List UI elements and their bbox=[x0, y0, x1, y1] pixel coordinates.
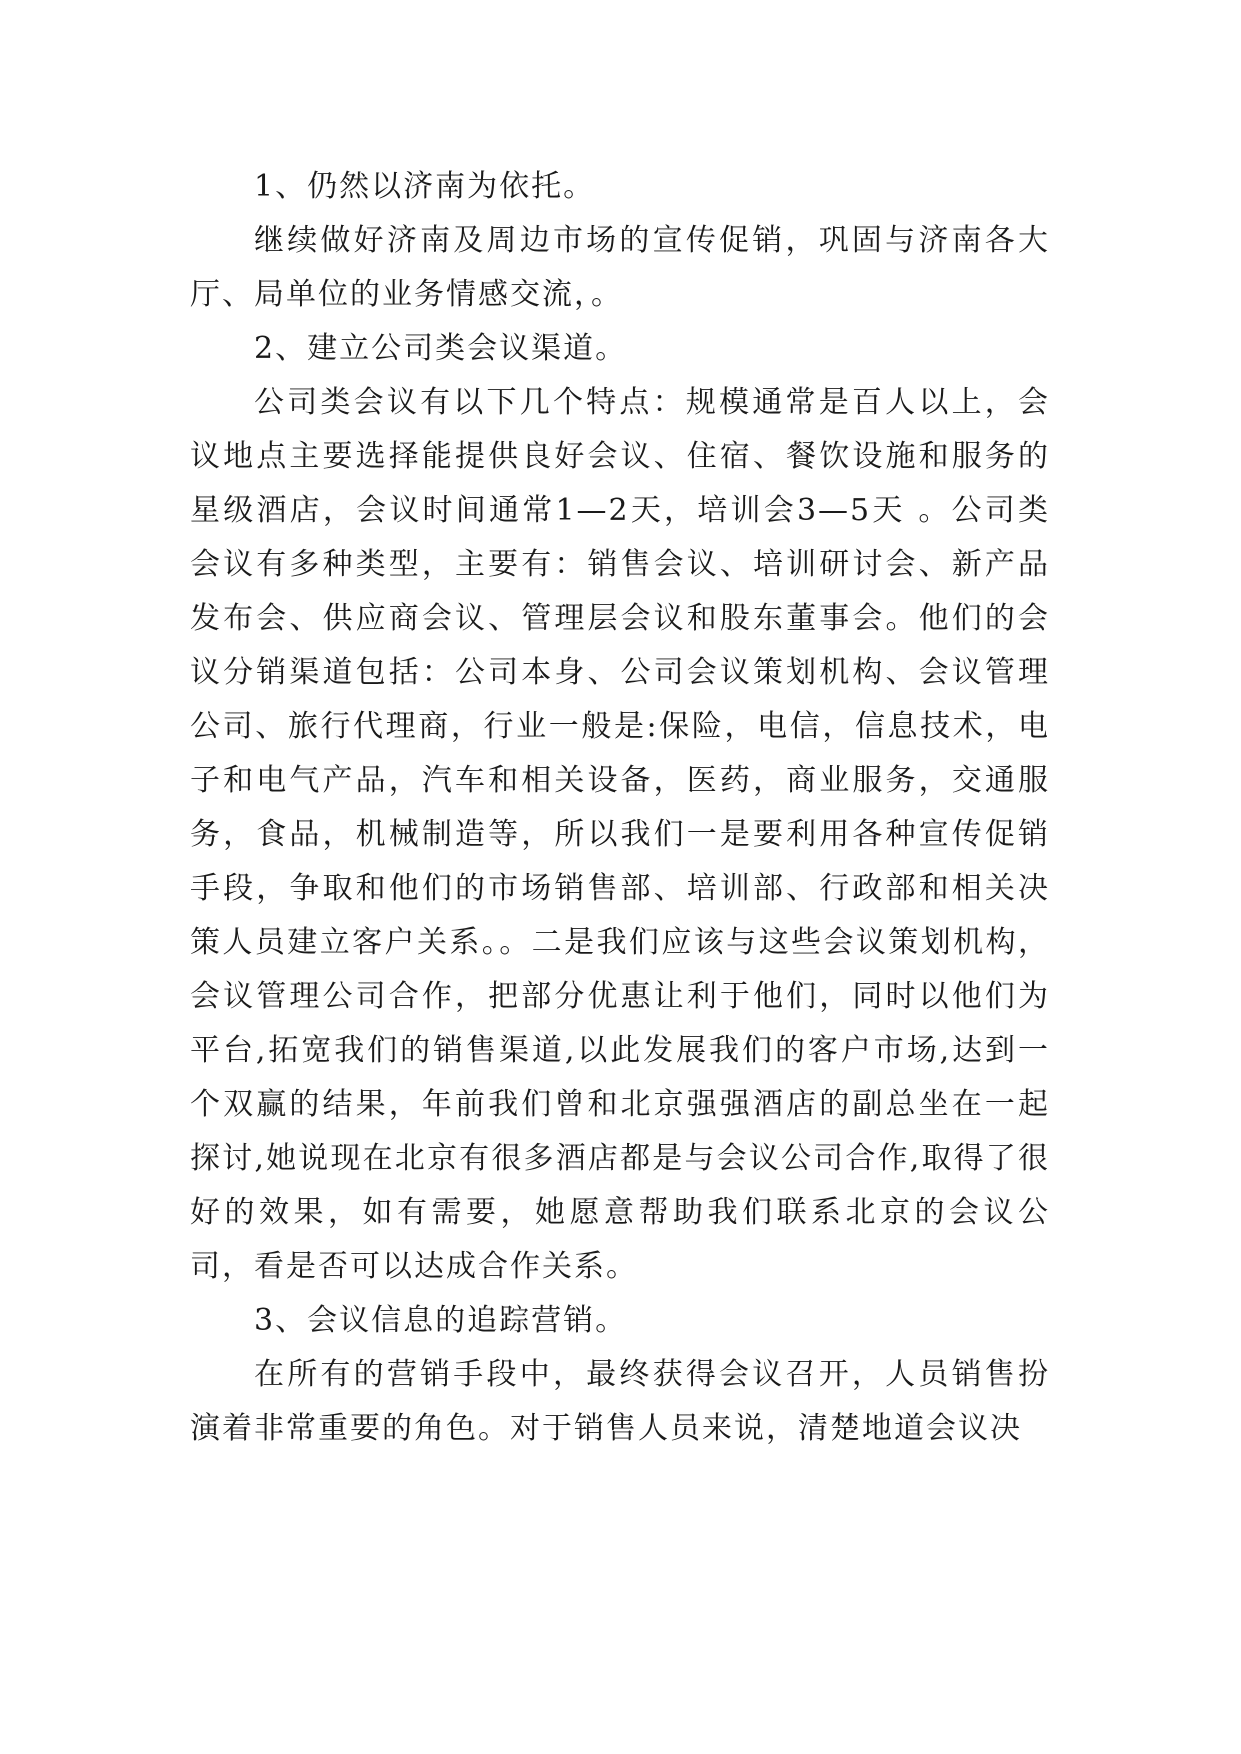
paragraph-body-3: 在所有的营销手段中，最终获得会议召开，人员销售扮演着非常重要的角色。对于销售人员来说，清楚地道会议决 bbox=[190, 1357, 1050, 1446]
paragraph-heading-3: 3、会议信息的追踪营销。 bbox=[254, 1303, 628, 1338]
document-page bbox=[190, 160, 1050, 1456]
paragraph-body-1: 继续做好济南及周边市场的宣传促销，巩固与济南各大厅、局单位的业务情感交流，。 bbox=[190, 223, 1050, 312]
paragraph-body-2: 公司类会议有以下几个特点：规模通常是百人以上，会议地点主要选择能提供良好会议、住宿、餐饮设施和服务的星级酒店，会议时间通常1—2天，培训会3—5天 。公司类会议有多种类型，主要有：销售会议、培训研讨会、新产品发布会、供应商会议、管理层会议和股东董事会。他们的会议分销渠道包括：公司本身、公司会议策划机构、会议管理公司、旅行代理商，行业一般是:保险，电信，信息技术，电子和电气产品，汽车和相关设备，医药，商业服务，交通服务，食品，机械制造等，所以我们一是要利用各种宣传促销手段，争取和他们的市场销售部、培训部、行政部和相关决策人员建立客户关系。。二是我们应该与这些会议策划机构，会议管理公司合作，把部分优惠让利于他们，同时以他们为平台,拓宽我们的销售渠道,以此发展我们的客户市场,达到一个双赢的结果，年前我们曾和北京强强酒店的副总坐在一起探讨,她说现在北京有很多酒店都是与会议公司合作,取得了很好的效果，如有需要，她愿意帮助我们联系北京的会议公司，看是否可以达成合作关系。 bbox=[190, 385, 1050, 1284]
paragraph-heading-1: 1、仍然以济南为依托。 bbox=[254, 169, 596, 204]
paragraph-heading-2: 2、建立公司类会议渠道。 bbox=[254, 331, 628, 366]
